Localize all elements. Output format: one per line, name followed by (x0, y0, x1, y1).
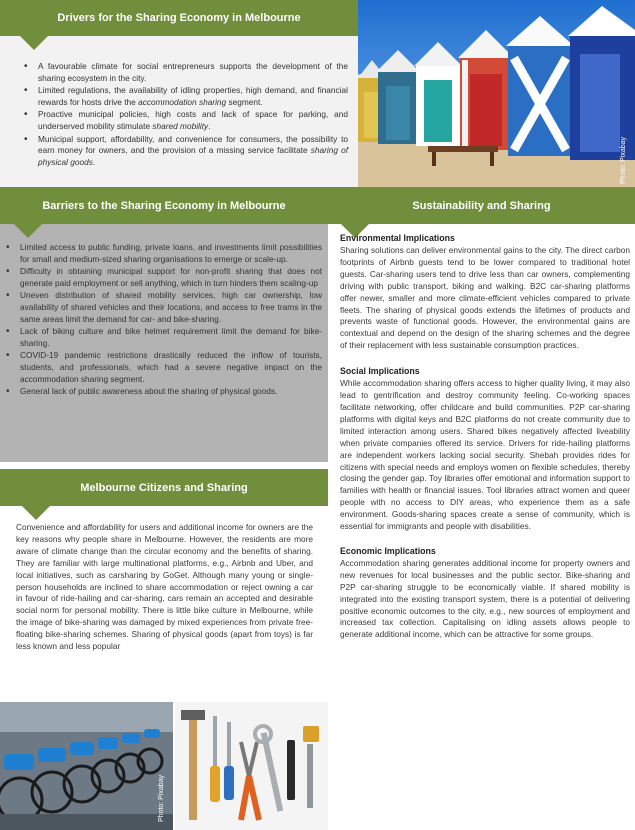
drivers-banner (0, 0, 358, 36)
barriers-banner-notch (14, 224, 42, 238)
sustainability-banner (328, 187, 635, 224)
drivers-title: Drivers for the Sharing Economy in Melbourne (57, 12, 301, 24)
beach-huts-photo (358, 0, 635, 187)
beach-huts-illustration (358, 0, 635, 187)
tools-illustration (175, 702, 328, 830)
economic-heading: Economic Implications (340, 545, 436, 556)
drivers-item: • Limited regulations, the availability of idling properties, high demand, and financial rewards for hosts drive the accommodation sharing segment. (18, 85, 348, 108)
environmental-heading: Environmental Implications (340, 233, 455, 243)
bike-share-illustration (0, 702, 173, 830)
sustainability-title: Sustainability and Sharing (412, 199, 551, 212)
barriers-item: • Difficulty in obtaining municipal support for non-profit sharing that does not generate paid employment or sell anything, which in turn hinders them scaling-up (0, 266, 322, 289)
barriers-item: • General lack of public awareness about the sharing of physical goods. (0, 386, 322, 398)
sustainability-content (340, 233, 630, 641)
environmental-section (340, 233, 630, 352)
drivers-item: • A favourable climate for social entrepreneurs supports the development of the sharing ecosystem in the city. (18, 61, 348, 84)
drivers-list (18, 61, 348, 169)
economic-body: Accommodation sharing generates additional income for property owners and new revenues for local businesses and the public sector. Bike-sharing and P2P car-sharing struggle to be economically viable. If shared mobility is integrated into the existing transport system, there is a potential of delivering positive economic outcomes to the city, e.g., new sources of employment and increased tax collection. Capitalising on idling assets allows people to generate additional income, which can be attractive for some groups. (340, 557, 630, 640)
barriers-title: Barriers to the Sharing Economy in Melbourne (42, 199, 286, 212)
social-body: While accommodation sharing offers access to higher quality living, it may also lead to gentrification and destroy community feeling. Co-working spaces facilitate networking, offer childcare and build communities. P2P car-sharing platforms with digital keys and B2C platforms do not create community due to limited interaction among users. Shared bikes negatively affected liveability when private companies offered its service. Drivers for ride-hailing platforms are independent workers lacking social security. Shebah provides rides for citizens with special needs and employs women on flexible schedules, thereby closing the gender gap. Toy libraries offer emotional and information support to families with health or financial issues. Tool libraries attract women and queer people with no access to DIY areas, who experience them as a safe environment. Goods-sharing spaces create a sense of community, which is essential for immigrants and people with disabilities. (340, 378, 630, 532)
barriers-item: • COVID-19 pandemic restrictions drastically reduced the inflow of tourists, students, and professionals, which had a severe negative impact on the accommodation sharing segment. (0, 350, 322, 385)
citizens-title: Melbourne Citizens and Sharing (80, 481, 248, 494)
citizens-body: Convenience and affordability for users and additional income for owners are the key reasons why people share in Melbourne. However, the residents are more aware of climate change than the circular economy and the benefits of sharing. They are familiar with large multinational platforms, e.g., Airbnb and Uber, and local initiatives, such as carsharing by GoGet. Although many young or single-person households are inclined to share accommodation or reject owning a car in favour of ride-hailing and car-sharing, cars remain an accepted and desirable social norm for personal mobility. There is little bike culture in Melbourne, while the image of bike-sharing was damaged by mixed experiences from private free-floating bike-sharing schemes. Sharing of physical goods (apart from toys) is far less known and less popular (16, 522, 313, 652)
social-section (340, 366, 630, 533)
photo-credit-bikes: Photo: Pixabay (158, 774, 165, 822)
drivers-item: • Municipal support, affordability, and convenience for consumers, the possibility to earn money for owners, and the provision of a missing service facilitate sharing of physical goods. (18, 134, 348, 169)
citizens-banner-notch (22, 506, 50, 520)
barriers-item: • Lack of biking culture and bike helmet requirement limit the demand for bike-sharing. (0, 326, 322, 349)
barriers-list (0, 242, 322, 399)
drivers-banner-notch (20, 36, 48, 50)
barriers-banner (0, 187, 328, 224)
social-heading: Social Implications (340, 366, 420, 377)
environmental-body: Sharing solutions can deliver environmental gains to the city. The direct carbon footprints of Airbnb guests tend to be lower compared to traditional hotel guests. Car-sharing users tend to drive less than car owners, complementing driving with public transport, biking and walking. B2C car-sharing platforms offer newer, smaller and more climate-efficient vehicles compared to private fleets. The sharing of physical goods extends the lifetimes of products and prevents waste of functional goods. However, the environmental gains are contextual and depend on the design of the sharing schemes and the degree of their replacement with less sustainable consumption practices. (340, 245, 630, 351)
drivers-item: • Proactive municipal policies, high costs and lack of space for parking, and underserved mobility stimulate shared mobility. (18, 109, 348, 132)
barriers-item: • Limited access to public funding, private loans, and investments limit possibilities for small and medium-sized sharing organisations to emerge or scale-up. (0, 242, 322, 265)
bike-share-photo (0, 702, 173, 830)
economic-section (340, 546, 630, 641)
barriers-item: • Uneven distribution of shared mobility services, high car ownership, low availability of shared vehicles and their locations, and access to free trams in the same areas limit the demand for car- and bike-sharing. (0, 290, 322, 325)
tools-photo (175, 702, 328, 830)
citizens-banner (0, 469, 328, 506)
photo-credit-huts: Photo: Pixabay (620, 136, 627, 184)
